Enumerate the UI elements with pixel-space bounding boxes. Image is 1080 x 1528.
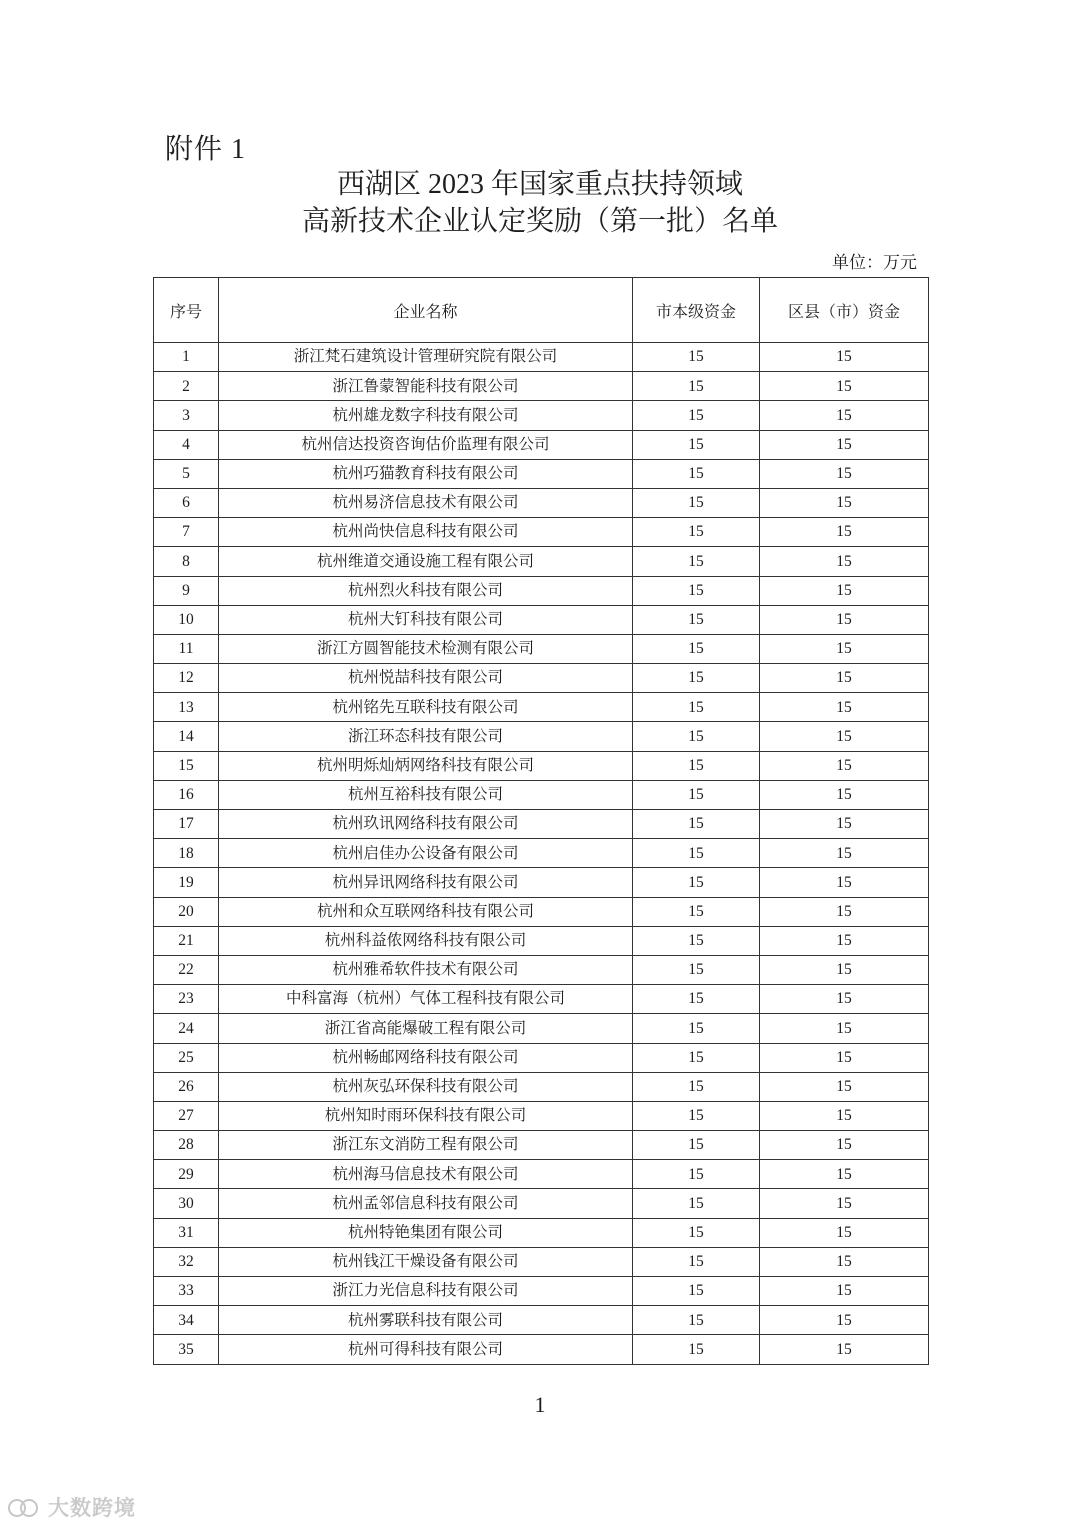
page-number: 1 xyxy=(534,1392,546,1417)
title-line-2: 高新技术企业认定奖励（第一批）名单 xyxy=(301,206,778,237)
cell-no: 6 xyxy=(154,488,219,517)
cell-district-fund: 15 xyxy=(760,605,929,634)
cell-city-fund: 15 xyxy=(633,488,760,517)
cell-no: 29 xyxy=(154,1160,219,1189)
cell-city-fund: 15 xyxy=(633,810,760,839)
table-row xyxy=(154,868,929,897)
cell-district-fund: 15 xyxy=(760,1247,929,1276)
cell-no: 17 xyxy=(154,810,219,839)
cell-company-name: 杭州雅希软件技术有限公司 xyxy=(219,955,633,984)
table-row xyxy=(154,343,929,372)
table-body xyxy=(154,343,929,1365)
cell-district-fund: 15 xyxy=(760,955,929,984)
cell-city-fund: 15 xyxy=(633,459,760,488)
cell-district-fund: 15 xyxy=(760,634,929,663)
table-row xyxy=(154,1131,929,1160)
cell-no: 11 xyxy=(154,634,219,663)
cell-district-fund: 15 xyxy=(760,1101,929,1130)
table-row xyxy=(154,751,929,780)
cell-no: 15 xyxy=(154,751,219,780)
cell-district-fund: 15 xyxy=(760,926,929,955)
cell-company-name: 杭州互裕科技有限公司 xyxy=(219,780,633,809)
cell-district-fund: 15 xyxy=(760,664,929,693)
table-row xyxy=(154,518,929,547)
cell-city-fund: 15 xyxy=(633,1247,760,1276)
table-row xyxy=(154,372,929,401)
table-row xyxy=(154,839,929,868)
cell-district-fund: 15 xyxy=(760,459,929,488)
cell-city-fund: 15 xyxy=(633,780,760,809)
cell-no: 9 xyxy=(154,576,219,605)
header-company-name: 企业名称 xyxy=(219,278,633,343)
cell-city-fund: 15 xyxy=(633,372,760,401)
cell-city-fund: 15 xyxy=(633,576,760,605)
cell-city-fund: 15 xyxy=(633,1160,760,1189)
table-row xyxy=(154,459,929,488)
table-row xyxy=(154,985,929,1014)
cell-city-fund: 15 xyxy=(633,1306,760,1335)
cell-company-name: 中科富海（杭州）气体工程科技有限公司 xyxy=(219,985,633,1014)
cell-no: 2 xyxy=(154,372,219,401)
cell-company-name: 杭州明烁灿炳网络科技有限公司 xyxy=(219,751,633,780)
cell-company-name: 杭州铭先互联科技有限公司 xyxy=(219,693,633,722)
cell-no: 28 xyxy=(154,1131,219,1160)
document-title xyxy=(0,166,1080,240)
cell-city-fund: 15 xyxy=(633,634,760,663)
cell-district-fund: 15 xyxy=(760,1335,929,1364)
table-row xyxy=(154,693,929,722)
cell-company-name: 杭州灰弘环保科技有限公司 xyxy=(219,1072,633,1101)
cell-no: 18 xyxy=(154,839,219,868)
cell-no: 8 xyxy=(154,547,219,576)
cell-city-fund: 15 xyxy=(633,897,760,926)
cell-district-fund: 15 xyxy=(760,1072,929,1101)
cell-company-name: 浙江东文消防工程有限公司 xyxy=(219,1131,633,1160)
cell-company-name: 浙江环态科技有限公司 xyxy=(219,722,633,751)
cell-city-fund: 15 xyxy=(633,751,760,780)
table-row xyxy=(154,547,929,576)
cell-district-fund: 15 xyxy=(760,751,929,780)
table-row xyxy=(154,605,929,634)
cell-district-fund: 15 xyxy=(760,780,929,809)
brand-logo-icon xyxy=(8,1496,42,1518)
cell-no: 20 xyxy=(154,897,219,926)
cell-company-name: 杭州钱江干燥设备有限公司 xyxy=(219,1247,633,1276)
cell-no: 34 xyxy=(154,1306,219,1335)
cell-no: 22 xyxy=(154,955,219,984)
cell-company-name: 杭州和众互联网络科技有限公司 xyxy=(219,897,633,926)
cell-district-fund: 15 xyxy=(760,1160,929,1189)
cell-no: 23 xyxy=(154,985,219,1014)
cell-district-fund: 15 xyxy=(760,401,929,430)
cell-city-fund: 15 xyxy=(633,1131,760,1160)
cell-company-name: 杭州科益侬网络科技有限公司 xyxy=(219,926,633,955)
cell-no: 12 xyxy=(154,664,219,693)
table-row xyxy=(154,634,929,663)
table-row xyxy=(154,430,929,459)
cell-company-name: 杭州启佳办公设备有限公司 xyxy=(219,839,633,868)
cell-district-fund: 15 xyxy=(760,897,929,926)
table-row xyxy=(154,1014,929,1043)
table-row xyxy=(154,1043,929,1072)
cell-district-fund: 15 xyxy=(760,839,929,868)
cell-company-name: 杭州信达投资咨询估价监理有限公司 xyxy=(219,430,633,459)
cell-company-name: 浙江省高能爆破工程有限公司 xyxy=(219,1014,633,1043)
cell-no: 27 xyxy=(154,1101,219,1130)
cell-district-fund: 15 xyxy=(760,1043,929,1072)
table-row xyxy=(154,401,929,430)
table-row xyxy=(154,488,929,517)
cell-no: 32 xyxy=(154,1247,219,1276)
header-no: 序号 xyxy=(154,278,219,343)
cell-city-fund: 15 xyxy=(633,1189,760,1218)
cell-company-name: 杭州雾联科技有限公司 xyxy=(219,1306,633,1335)
cell-city-fund: 15 xyxy=(633,868,760,897)
table-row xyxy=(154,1189,929,1218)
cell-city-fund: 15 xyxy=(633,1218,760,1247)
cell-city-fund: 15 xyxy=(633,693,760,722)
cell-city-fund: 15 xyxy=(633,1014,760,1043)
cell-no: 4 xyxy=(154,430,219,459)
table-row xyxy=(154,664,929,693)
cell-no: 21 xyxy=(154,926,219,955)
table-row xyxy=(154,1247,929,1276)
cell-no: 10 xyxy=(154,605,219,634)
cell-no: 14 xyxy=(154,722,219,751)
cell-company-name: 杭州易济信息技术有限公司 xyxy=(219,488,633,517)
cell-district-fund: 15 xyxy=(760,547,929,576)
cell-district-fund: 15 xyxy=(760,1277,929,1306)
cell-no: 7 xyxy=(154,518,219,547)
table-row xyxy=(154,1306,929,1335)
cell-city-fund: 15 xyxy=(633,605,760,634)
cell-city-fund: 15 xyxy=(633,926,760,955)
cell-no: 33 xyxy=(154,1277,219,1306)
cell-city-fund: 15 xyxy=(633,1043,760,1072)
cell-city-fund: 15 xyxy=(633,1072,760,1101)
cell-city-fund: 15 xyxy=(633,985,760,1014)
table-row xyxy=(154,780,929,809)
cell-company-name: 杭州巧猫教育科技有限公司 xyxy=(219,459,633,488)
cell-no: 35 xyxy=(154,1335,219,1364)
table-row xyxy=(154,1160,929,1189)
cell-company-name: 浙江方圆智能技术检测有限公司 xyxy=(219,634,633,663)
table-row xyxy=(154,1101,929,1130)
cell-district-fund: 15 xyxy=(760,1014,929,1043)
header-city-fund: 市本级资金 xyxy=(633,278,760,343)
header-district-fund: 区县（市）资金 xyxy=(760,278,929,343)
cell-company-name: 浙江梵石建筑设计管理研究院有限公司 xyxy=(219,343,633,372)
cell-company-name: 浙江力光信息科技有限公司 xyxy=(219,1277,633,1306)
cell-no: 26 xyxy=(154,1072,219,1101)
cell-district-fund: 15 xyxy=(760,722,929,751)
cell-city-fund: 15 xyxy=(633,664,760,693)
table-row xyxy=(154,955,929,984)
table-row xyxy=(154,810,929,839)
cell-no: 13 xyxy=(154,693,219,722)
cell-no: 25 xyxy=(154,1043,219,1072)
cell-district-fund: 15 xyxy=(760,1306,929,1335)
cell-company-name: 杭州玖讯网络科技有限公司 xyxy=(219,810,633,839)
cell-company-name: 杭州孟邻信息科技有限公司 xyxy=(219,1189,633,1218)
cell-company-name: 杭州海马信息技术有限公司 xyxy=(219,1160,633,1189)
cell-district-fund: 15 xyxy=(760,985,929,1014)
cell-city-fund: 15 xyxy=(633,1277,760,1306)
table-row xyxy=(154,576,929,605)
cell-company-name: 杭州异讯网络科技有限公司 xyxy=(219,868,633,897)
award-list-table xyxy=(153,277,929,1365)
cell-no: 19 xyxy=(154,868,219,897)
cell-company-name: 杭州雄龙数字科技有限公司 xyxy=(219,401,633,430)
cell-district-fund: 15 xyxy=(760,693,929,722)
cell-company-name: 杭州知时雨环保科技有限公司 xyxy=(219,1101,633,1130)
cell-city-fund: 15 xyxy=(633,722,760,751)
cell-company-name: 杭州大钉科技有限公司 xyxy=(219,605,633,634)
table-header-row xyxy=(154,278,929,343)
cell-no: 5 xyxy=(154,459,219,488)
cell-company-name: 杭州维道交通设施工程有限公司 xyxy=(219,547,633,576)
cell-city-fund: 15 xyxy=(633,955,760,984)
cell-company-name: 杭州烈火科技有限公司 xyxy=(219,576,633,605)
cell-company-name: 杭州尚快信息科技有限公司 xyxy=(219,518,633,547)
cell-district-fund: 15 xyxy=(760,488,929,517)
cell-company-name: 杭州可得科技有限公司 xyxy=(219,1335,633,1364)
cell-district-fund: 15 xyxy=(760,372,929,401)
title-line-1: 西湖区 2023 年国家重点扶持领域 xyxy=(336,169,743,200)
cell-city-fund: 15 xyxy=(633,547,760,576)
table-row xyxy=(154,926,929,955)
table-row xyxy=(154,1218,929,1247)
cell-district-fund: 15 xyxy=(760,868,929,897)
cell-company-name: 杭州畅邮网络科技有限公司 xyxy=(219,1043,633,1072)
table-row xyxy=(154,1335,929,1364)
cell-district-fund: 15 xyxy=(760,1218,929,1247)
cell-district-fund: 15 xyxy=(760,343,929,372)
cell-district-fund: 15 xyxy=(760,518,929,547)
cell-city-fund: 15 xyxy=(633,1335,760,1364)
cell-district-fund: 15 xyxy=(760,430,929,459)
table-row xyxy=(154,722,929,751)
cell-no: 31 xyxy=(154,1218,219,1247)
cell-company-name: 杭州特铯集团有限公司 xyxy=(219,1218,633,1247)
cell-district-fund: 15 xyxy=(760,576,929,605)
cell-city-fund: 15 xyxy=(633,1101,760,1130)
unit-label: 单位：万元 xyxy=(832,253,917,272)
cell-district-fund: 15 xyxy=(760,810,929,839)
table-row xyxy=(154,1072,929,1101)
cell-no: 3 xyxy=(154,401,219,430)
cell-district-fund: 15 xyxy=(760,1131,929,1160)
table-row xyxy=(154,897,929,926)
cell-city-fund: 15 xyxy=(633,401,760,430)
cell-no: 24 xyxy=(154,1014,219,1043)
cell-company-name: 杭州悦喆科技有限公司 xyxy=(219,664,633,693)
cell-city-fund: 15 xyxy=(633,343,760,372)
attachment-label: 附件 1 xyxy=(165,134,247,165)
cell-company-name: 浙江鲁蒙智能科技有限公司 xyxy=(219,372,633,401)
cell-no: 16 xyxy=(154,780,219,809)
table-row xyxy=(154,1277,929,1306)
cell-no: 30 xyxy=(154,1189,219,1218)
cell-district-fund: 15 xyxy=(760,1189,929,1218)
cell-city-fund: 15 xyxy=(633,518,760,547)
watermark-text: 大数跨境 xyxy=(48,1496,136,1520)
cell-no: 1 xyxy=(154,343,219,372)
cell-city-fund: 15 xyxy=(633,839,760,868)
watermark xyxy=(8,1492,136,1522)
cell-city-fund: 15 xyxy=(633,430,760,459)
